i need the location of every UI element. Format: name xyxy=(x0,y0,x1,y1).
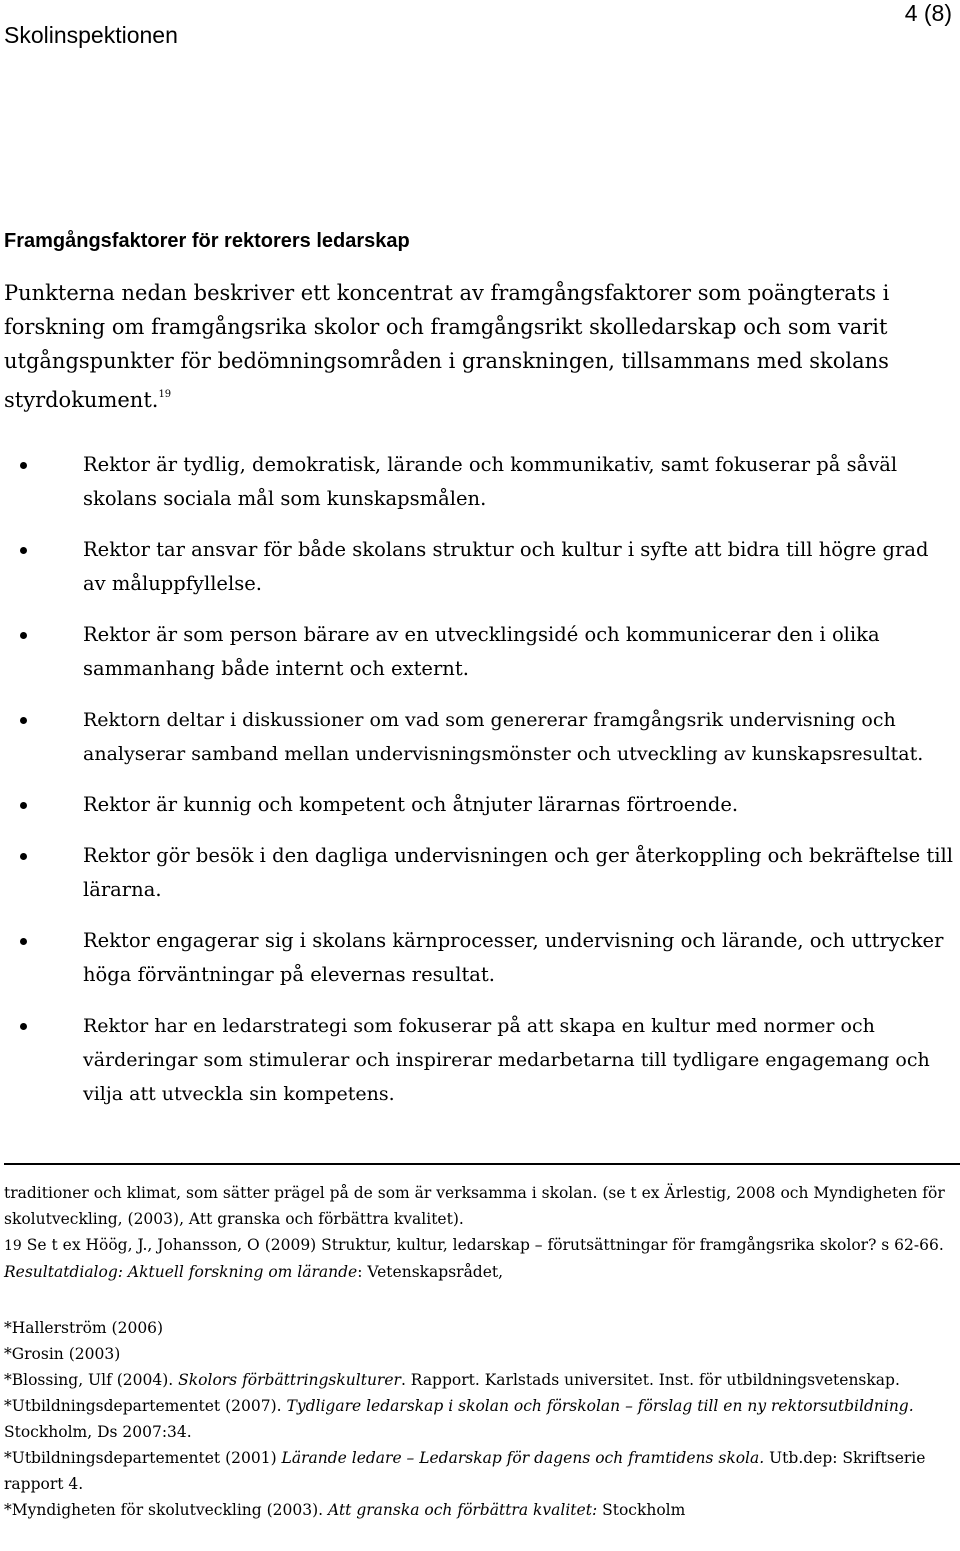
list-item: Rektor är som person bärare av en utvecklingsidé och kommunicerar den i olika sammanhang både internt och externt. xyxy=(0,618,956,686)
footnote-divider xyxy=(4,1163,960,1165)
success-factors-list xyxy=(0,448,956,1111)
bullet-icon xyxy=(20,853,27,860)
bullet-icon xyxy=(20,938,27,945)
page-number: 4 (8) xyxy=(904,0,952,26)
bullet-icon xyxy=(20,717,27,724)
footnote-19: 19 Se t ex Höög, J., Johansson, O (2009) Struktur, kultur, ledarskap – förutsättningar för framgångsrika skolor? s 62-66. Resultatdialog: Aktuell forskning om lärande: Vetenskapsrådet, xyxy=(4,1236,944,1281)
list-item: Rektorn deltar i diskussioner om vad som genererar framgångsrik undervisning och analyserar samband mellan undervisningsmönster och utveckling av kunskapsresultat. xyxy=(0,703,956,771)
intro-text: Punkterna nedan beskriver ett koncentrat av framgångsfaktorer som poängterats i forskning om framgångsrika skolor och framgångsrikt skolledarskap och som varit utgångspunkter för bedömningsområden i granskningen, tillsammans med skolans styrdokument. xyxy=(4,281,890,412)
list-item: Rektor är tydlig, demokratisk, lärande och kommunikativ, samt fokuserar på såväl skolans sociala mål som kunskapsmålen. xyxy=(0,448,956,516)
list-item: Rektor har en ledarstrategi som fokuserar på att skapa en kultur med normer och värderingar som stimulerar och inspirerar medarbetarna till tydligare engagemang och vilja att utveckla sin kompetens. xyxy=(0,1009,956,1111)
footnote-continued: traditioner och klimat, som sätter prägel på de som är verksamma i skolan. (se t ex Ärlestig, 2008 och Myndigheten för skolutveckling, (2003), Att granska och förbättra kvalitet). xyxy=(4,1184,945,1228)
intro-paragraph xyxy=(4,276,949,417)
reference-item: *Myndigheten för skolutveckling (2003). Att granska och förbättra kvalitet: Stockholm xyxy=(4,1501,686,1519)
footnote-ref-19[interactable]: 19 xyxy=(158,389,172,400)
bullet-icon xyxy=(20,547,27,554)
reference-item: *Grosin (2003) xyxy=(4,1345,121,1363)
reference-item: *Utbildningsdepartementet (2007). Tydligare ledarskap i skolan och förskolan – förslag till en ny rektorsutbildning. Stockholm, Ds 2007:34. xyxy=(4,1397,914,1441)
header-organization: Skolinspektionen xyxy=(4,22,178,48)
bullet-icon xyxy=(20,802,27,809)
list-item: Rektor är kunnig och kompetent och åtnjuter lärarnas förtroende. xyxy=(0,788,956,822)
footnotes xyxy=(4,1180,954,1285)
list-item: Rektor gör besök i den dagliga undervisningen och ger återkoppling och bekräftelse till lärarna. xyxy=(0,839,956,907)
bullet-icon xyxy=(20,462,27,469)
bullet-icon xyxy=(20,632,27,639)
reference-item: *Hallerström (2006) xyxy=(4,1319,164,1337)
list-item: Rektor engagerar sig i skolans kärnprocesser, undervisning och lärande, och uttrycker höga förväntningar på elevernas resultat. xyxy=(0,924,956,992)
section-heading: Framgångsfaktorer för rektorers ledarskap xyxy=(4,230,410,252)
list-item: Rektor tar ansvar för både skolans struktur och kultur i syfte att bidra till högre grad av måluppfyllelse. xyxy=(0,533,956,601)
reference-list xyxy=(4,1315,954,1523)
reference-item: *Blossing, Ulf (2004). Skolors förbättringskulturer. Rapport. Karlstads universitet. Inst. för utbildningsvetenskap. xyxy=(4,1371,900,1389)
reference-item: *Utbildningsdepartementet (2001) Lärande ledare – Ledarskap för dagens och framtidens skola. Utb.dep: Skriftserie rapport 4. xyxy=(4,1449,926,1493)
bullet-icon xyxy=(20,1023,27,1030)
footnote-number: 19 xyxy=(4,1238,22,1254)
